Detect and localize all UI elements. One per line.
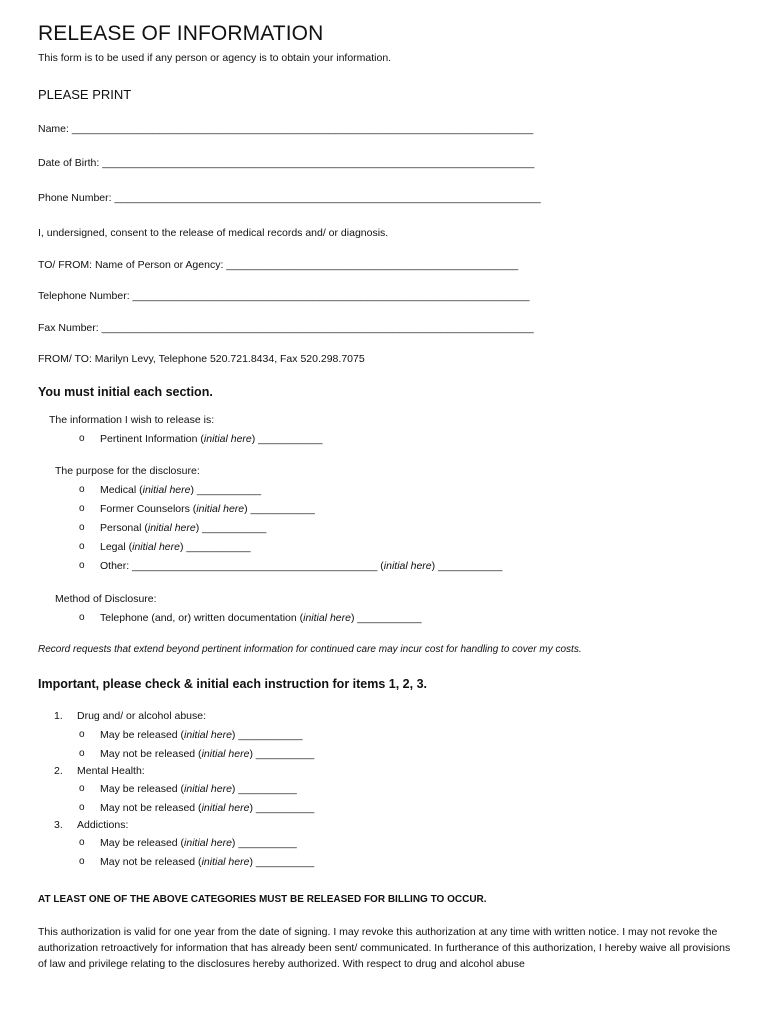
consent-text: I, undersigned, consent to the release of medical records and/ or diagnosis. <box>38 227 389 239</box>
name-field[interactable]: Name: _______________________________________________________________________________ <box>38 123 534 135</box>
telephone-field[interactable]: Telephone Number: ____________________________________________________________________ <box>38 290 530 302</box>
cost-note: Record requests that extend beyond pertinent information for continued care may incur cost for handling to cover my costs. <box>38 644 582 655</box>
bullet-icon: o <box>79 612 85 623</box>
drug-may-not-be-released[interactable]: May not be released (initial here) __________ <box>100 748 315 760</box>
bullet-icon: o <box>79 802 85 813</box>
bullet-icon: o <box>79 837 85 848</box>
item-number: 3. <box>54 819 63 831</box>
authorization-paragraph: This authorization is valid for one year from the date of signing. I may revoke this authorization at any time with written notice. I may not revoke the authorization retroactively for information that has already been sent/ communicated. In furtherance of this authorization, I hereby waive all provisions of law and privilege relating to the disclosures hereby authorized. With respect to drug and alcohol abuse <box>38 926 731 970</box>
bullet-icon: o <box>79 503 85 514</box>
bullet-icon: o <box>79 729 85 740</box>
method-item-telephone[interactable]: Telephone (and, or) written documentation (initial here) ___________ <box>100 612 422 624</box>
purpose-item-legal[interactable]: Legal (initial here) ___________ <box>100 541 251 553</box>
info-item-pertinent[interactable]: Pertinent Information (initial here) ___________ <box>100 433 323 445</box>
phone-field[interactable]: Phone Number: _________________________________________________________________________ <box>38 192 541 204</box>
bullet-icon: o <box>79 433 85 444</box>
info-label: The information I wish to release is: <box>49 414 215 426</box>
purpose-item-former-counselors[interactable]: Former Counselors (initial here) ___________ <box>100 503 315 515</box>
bullet-icon: o <box>79 541 85 552</box>
item-label-mental-health: Mental Health: <box>77 765 145 777</box>
purpose-item-personal[interactable]: Personal (initial here) ___________ <box>100 522 267 534</box>
mental-may-not-be-released[interactable]: May not be released (initial here) __________ <box>100 802 315 814</box>
item-number: 2. <box>54 765 63 777</box>
purpose-label: The purpose for the disclosure: <box>55 465 200 477</box>
item-label-drug-alcohol: Drug and/ or alcohol abuse: <box>77 710 206 722</box>
drug-may-be-released[interactable]: May be released (initial here) ___________ <box>100 729 303 741</box>
item-number: 1. <box>54 710 63 722</box>
purpose-item-medical[interactable]: Medical (initial here) ___________ <box>100 484 262 496</box>
bullet-icon: o <box>79 522 85 533</box>
page-subtitle: This form is to be used if any person or agency is to obtain your information. <box>38 52 392 64</box>
bullet-icon: o <box>79 856 85 867</box>
page-title: RELEASE OF INFORMATION <box>38 22 324 45</box>
purpose-item-other[interactable]: Other: __________________________________________ (initial here) ___________ <box>100 560 503 572</box>
bullet-icon: o <box>79 484 85 495</box>
mental-may-be-released[interactable]: May be released (initial here) __________ <box>100 783 297 795</box>
dob-field[interactable]: Date of Birth: __________________________________________________________________________ <box>38 157 535 169</box>
section1-heading: You must initial each section. <box>38 385 213 399</box>
please-print-label: PLEASE PRINT <box>38 87 132 102</box>
bullet-icon: o <box>79 748 85 759</box>
from-to-text: FROM/ TO: Marilyn Levy, Telephone 520.721.8434, Fax 520.298.7075 <box>38 353 365 365</box>
fax-field[interactable]: Fax Number: __________________________________________________________________________ <box>38 322 534 334</box>
to-from-field[interactable]: TO/ FROM: Name of Person or Agency: __________________________________________________ <box>38 259 519 271</box>
addictions-may-be-released[interactable]: May be released (initial here) __________ <box>100 837 297 849</box>
bullet-icon: o <box>79 783 85 794</box>
section2-heading: Important, please check & initial each instruction for items 1, 2, 3. <box>38 677 428 691</box>
billing-caps-note: AT LEAST ONE OF THE ABOVE CATEGORIES MUST BE RELEASED FOR BILLING TO OCCUR. <box>38 894 487 905</box>
addictions-may-not-be-released[interactable]: May not be released (initial here) __________ <box>100 856 315 868</box>
method-label: Method of Disclosure: <box>55 593 157 605</box>
bullet-icon: o <box>79 560 85 571</box>
item-label-addictions: Addictions: <box>77 819 129 831</box>
